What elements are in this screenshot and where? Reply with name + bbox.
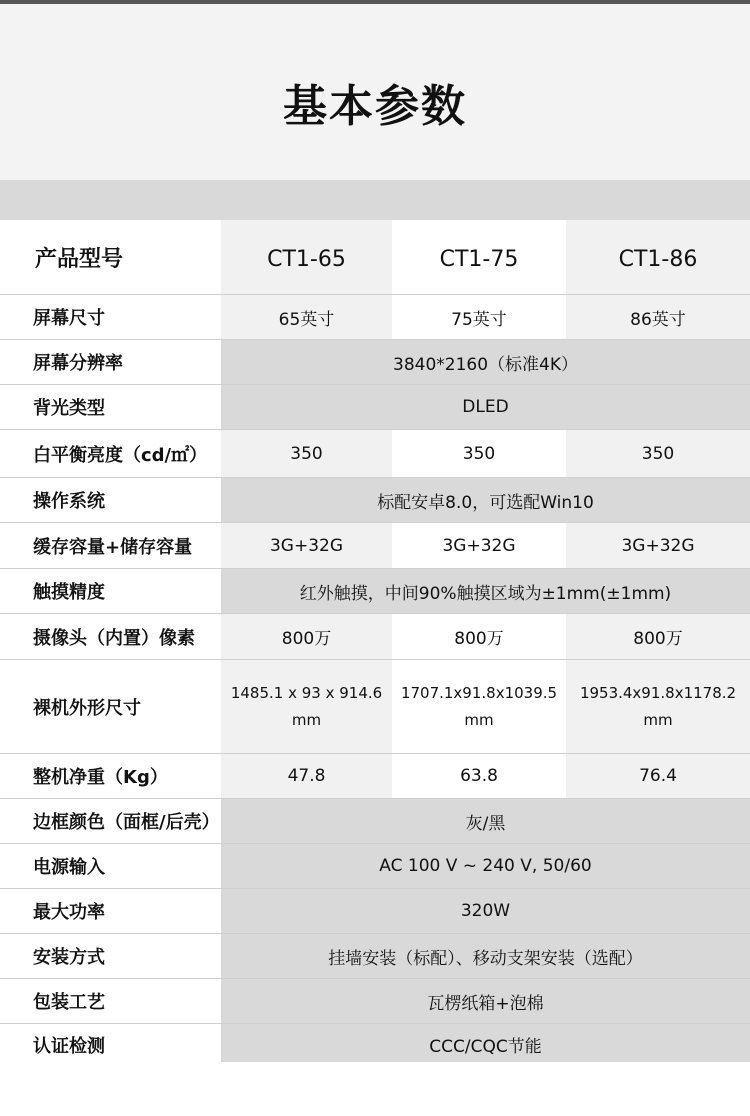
header-band — [0, 180, 750, 220]
spec-label: 边框颜色（面框/后壳） — [0, 799, 220, 843]
spec-value: CCC/CQC节能 — [221, 1024, 750, 1065]
spec-value: 63.8 — [393, 754, 565, 798]
spec-value: 800万 — [393, 614, 565, 659]
model-name: CT1-86 — [566, 220, 750, 294]
spec-value: 3840*2160（标准4K） — [221, 340, 750, 384]
spec-row-memory — [0, 523, 750, 569]
spec-row-installation — [0, 934, 750, 979]
spec-value: 350 — [221, 430, 392, 477]
spec-row-camera — [0, 614, 750, 660]
spec-label: 摄像头（内置）像素 — [0, 614, 220, 659]
spec-value: 86英寸 — [566, 295, 750, 339]
dimension-unit: mm — [643, 710, 673, 729]
spec-value — [221, 660, 392, 753]
spec-value: 灰/黑 — [221, 799, 750, 843]
spec-value: DLED — [221, 385, 750, 429]
spec-row-dimensions — [0, 660, 750, 754]
model-name: CT1-65 — [221, 220, 392, 294]
spec-value: 800万 — [221, 614, 392, 659]
spec-row-weight — [0, 754, 750, 799]
spec-value: 红外触摸，中间90%触摸区域为±1mm(±1mm) — [221, 569, 750, 613]
spec-row-resolution — [0, 340, 750, 385]
dimension-line: 1707.1x91.8x1039.5 — [400, 683, 558, 702]
spec-value: 3G+32G — [221, 523, 392, 568]
spec-label: 安装方式 — [0, 934, 220, 978]
dimension-unit: mm — [464, 710, 494, 729]
spec-row-screen-size — [0, 295, 750, 340]
spec-value: 瓦楞纸箱+泡棉 — [221, 979, 750, 1023]
spec-value: 3G+32G — [566, 523, 750, 568]
spec-value: AC 100 V ~ 240 V, 50/60 — [221, 844, 750, 888]
page-footer-space — [0, 1062, 750, 1116]
dimension-unit: mm — [291, 710, 322, 729]
spec-label: 包装工艺 — [0, 979, 220, 1023]
spec-value: 350 — [566, 430, 750, 477]
spec-row-max-power — [0, 889, 750, 934]
spec-row-bezel-color — [0, 799, 750, 844]
model-label: 产品型号 — [0, 220, 220, 294]
spec-label: 整机净重（Kg） — [0, 754, 220, 798]
spec-label: 电源输入 — [0, 844, 220, 888]
spec-row-packaging — [0, 979, 750, 1024]
spec-label: 操作系统 — [0, 478, 220, 522]
page-title: 基本参数 — [283, 81, 467, 132]
spec-label: 触摸精度 — [0, 569, 220, 613]
spec-value: 800万 — [566, 614, 750, 659]
spec-row-os — [0, 478, 750, 523]
spec-label: 最大功率 — [0, 889, 220, 933]
spec-row-certification — [0, 1024, 750, 1066]
spec-value: 75英寸 — [393, 295, 565, 339]
spec-label: 背光类型 — [0, 385, 220, 429]
spec-value: 320W — [221, 889, 750, 933]
spec-label: 裸机外形尺寸 — [0, 660, 220, 753]
dimension-line: 1953.4x91.8x1178.2 — [579, 683, 737, 702]
spec-label: 认证检测 — [0, 1024, 220, 1065]
spec-row-touch — [0, 569, 750, 614]
spec-value: 标配安卓8.0，可选配Win10 — [221, 478, 750, 522]
spec-value: 47.8 — [221, 754, 392, 798]
spec-row-brightness — [0, 430, 750, 478]
spec-value — [393, 660, 565, 753]
spec-value: 76.4 — [566, 754, 750, 798]
dimension-line: 1485.1 x 93 x 914.6 — [230, 683, 383, 702]
spec-value: 350 — [393, 430, 565, 477]
spec-table — [0, 220, 750, 1066]
spec-label: 缓存容量+储存容量 — [0, 523, 220, 568]
spec-value: 65英寸 — [221, 295, 392, 339]
spec-row-power-input — [0, 844, 750, 889]
spec-label: 白平衡亮度（cd/㎡） — [0, 430, 220, 477]
page-header — [0, 4, 750, 180]
model-name: CT1-75 — [393, 220, 565, 294]
spec-value — [566, 660, 750, 753]
spec-value: 3G+32G — [393, 523, 565, 568]
spec-value: 挂墙安装（标配）、移动支架安装（选配） — [221, 934, 750, 978]
spec-row-backlight — [0, 385, 750, 430]
spec-label: 屏幕尺寸 — [0, 295, 220, 339]
table-header-row — [0, 220, 750, 295]
spec-label: 屏幕分辨率 — [0, 340, 220, 384]
